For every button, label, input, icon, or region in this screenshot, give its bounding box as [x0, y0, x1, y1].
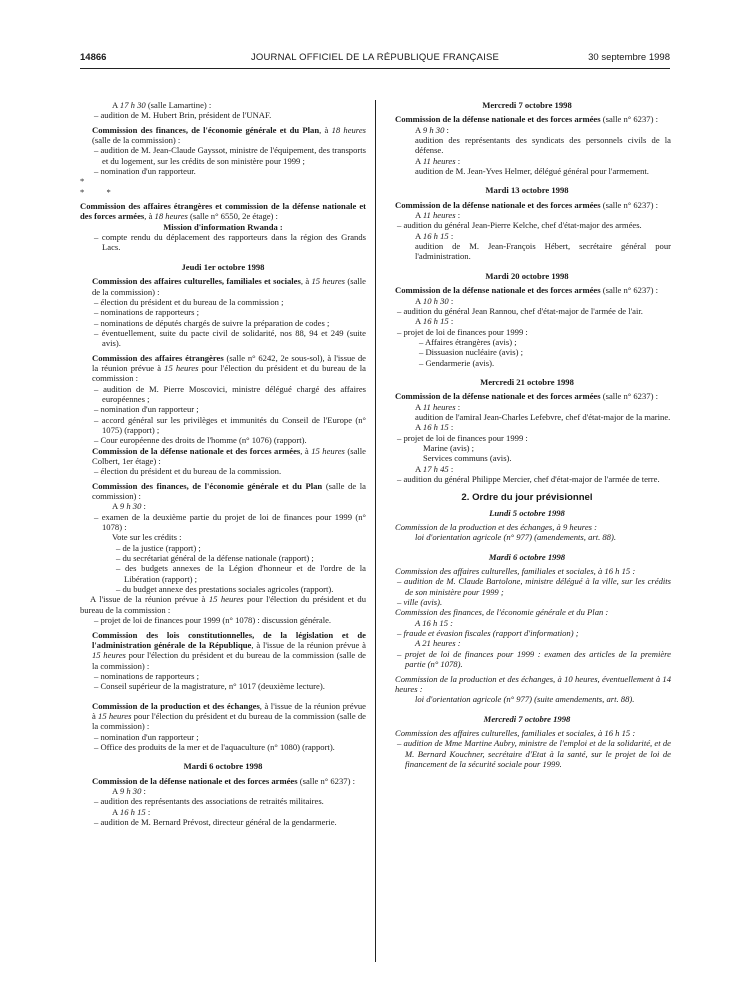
- left-column-paragraph: [80, 630, 366, 671]
- text: A: [112, 501, 120, 512]
- right-column-paragraph: [383, 185, 671, 195]
- italic-text: 15 heures: [208, 594, 244, 605]
- right-column-paragraph: [383, 443, 671, 453]
- italic-text: A 21 heures :: [415, 638, 461, 649]
- bold-text: Commission des affaires étrangères: [92, 352, 224, 363]
- page-number: 14866: [80, 52, 107, 63]
- left-column-paragraph: [80, 466, 366, 476]
- text: audition des représentants des syndicats des personnels civils de la défense.: [415, 135, 671, 156]
- text: – du secrétariat général de la défense nationale (rapport) ;: [116, 553, 314, 564]
- right-column-paragraph: [383, 738, 671, 769]
- text: audition de l'amiral Jean-Charles Lefebvre, chef d'état-major de la marine.: [415, 411, 671, 422]
- bold-text: Mardi 20 octobre 1998: [485, 270, 569, 281]
- right-column-paragraph: [383, 402, 671, 412]
- text: , à: [300, 276, 312, 287]
- left-column-paragraph: [80, 817, 366, 827]
- right-column-paragraph: [383, 306, 671, 316]
- right-column-paragraph: [383, 532, 671, 542]
- right-column-paragraph: [383, 576, 671, 597]
- text: :: [455, 401, 461, 412]
- text: – éventuellement, suite du pacte civil de solidarité, nos 88, 94 et 249 (suite avis).: [94, 327, 366, 349]
- italic-text: 15 heures: [98, 710, 132, 721]
- text: A: [112, 806, 120, 817]
- left-column-paragraph: [80, 328, 366, 349]
- bold-text: Commission de la défense nationale et des forces armées: [92, 775, 298, 786]
- text: (salle n° 6237) :: [600, 114, 658, 125]
- left-column-paragraph: [80, 100, 366, 110]
- right-column-paragraph: [383, 493, 671, 503]
- italic-text: 9 h 30: [119, 501, 142, 512]
- bold-text: Commission de la défense nationale et des forces armées: [92, 445, 301, 456]
- text: A: [415, 401, 423, 412]
- text: – nomination d'un rapporteur ;: [94, 404, 199, 415]
- text: – audition du général Jean Rannou, chef d'état-major de l'armée de l'air.: [397, 305, 643, 316]
- right-column-paragraph: [383, 358, 671, 368]
- text: – Conseil supérieur de la magistrature, n° 1017 (deuxième lecture).: [94, 681, 325, 692]
- right-column-paragraph: [383, 135, 671, 156]
- bold-text: Mardi 13 octobre 1998: [485, 185, 569, 196]
- right-column-paragraph: [383, 552, 671, 562]
- italic-text: 16 h 15: [119, 806, 146, 817]
- bold-text: Commission des finances, de l'économie générale et du Plan: [92, 124, 320, 135]
- text: – projet de loi de finances pour 1999 :: [397, 326, 528, 337]
- right-column-paragraph: [383, 210, 671, 220]
- left-column-paragraph: [80, 318, 366, 328]
- left-column-paragraph: [80, 353, 366, 384]
- right-column-paragraph: [383, 231, 671, 241]
- text: , à l'issue de la réunion prévue à: [92, 700, 366, 721]
- text: pour l'élection du président et du bureau de la commission (salle de la commission) :: [92, 650, 366, 671]
- right-column-paragraph: [383, 508, 671, 518]
- text: :: [141, 785, 146, 796]
- text: (salle n° 6550, 2e étage) :: [187, 211, 278, 222]
- text: :: [448, 295, 454, 306]
- italic-text: – projet de loi de finances pour 1999 : examen des articles de la première partie (n° 1078).: [397, 648, 671, 670]
- text: – audition de M. Jean-Claude Gayssot, ministre de l'équipement, des transports et du logement, sur les crédits de son ministère pour 1999 ;: [94, 145, 366, 166]
- left-column-paragraph: [80, 532, 366, 542]
- left-column-paragraph: [80, 481, 366, 502]
- left-column-paragraph: [80, 776, 366, 786]
- right-column-paragraph: [383, 453, 671, 463]
- text: :: [141, 501, 146, 512]
- left-column-paragraph: [80, 222, 366, 232]
- text: – Cour européenne des droits de l'homme (n° 1076) (rapport).: [94, 435, 307, 446]
- text: (salle n° 6237) :: [600, 199, 658, 210]
- text: Marine (avis) ;: [423, 442, 475, 453]
- bold-text: Mission d'information Rwanda :: [163, 221, 283, 232]
- text: (salle n° 6237) :: [600, 391, 658, 402]
- bold-text: Commission de la production et des échanges: [92, 700, 260, 711]
- text: A: [415, 210, 423, 221]
- left-column-paragraph: [80, 732, 366, 742]
- text: :: [145, 806, 151, 817]
- italic-text: A 16 h 15 :: [415, 617, 454, 628]
- text: – nominations de rapporteurs ;: [94, 307, 200, 318]
- text: – Office des produits de la mer et de l'aquaculture (n° 1080) (rapport).: [94, 741, 335, 752]
- italic-text: 15 heures: [311, 445, 345, 456]
- text: (salle n° 6237) :: [297, 775, 355, 786]
- right-column-paragraph: [383, 412, 671, 422]
- italic-text: 11 heures: [422, 155, 456, 166]
- italic-text: 18 heures: [154, 211, 188, 222]
- column-divider: [375, 100, 376, 962]
- right-column-paragraph: [383, 566, 671, 576]
- right-column-paragraph: [383, 100, 671, 110]
- right-column-paragraph: [383, 316, 671, 326]
- left-column-paragraph: [80, 543, 366, 553]
- right-column-paragraph: [383, 433, 671, 443]
- right-column-paragraph: [383, 522, 671, 532]
- right-column-paragraph: [383, 220, 671, 230]
- text: *: [80, 176, 95, 187]
- text: :: [448, 422, 454, 433]
- right-column-paragraph: [383, 327, 671, 337]
- left-column-paragraph: [80, 276, 366, 297]
- left-column-paragraph: [80, 742, 366, 752]
- italic-text: 18 heures: [331, 124, 366, 135]
- text: (salle Colbert, 1er étage) :: [92, 445, 366, 466]
- left-column-paragraph: [80, 125, 366, 146]
- text: (salle de la commission) :: [92, 135, 181, 146]
- left-column-paragraph: [80, 176, 366, 186]
- italic-text: Commission de la production et des échanges, à 9 heures :: [395, 522, 598, 533]
- left-column-paragraph: [80, 594, 366, 615]
- bold-text: Commission de la défense nationale et des forces armées: [395, 114, 601, 125]
- italic-text: Commission de la production et des échanges, à 10 heures, éventuellement à 14 heures :: [395, 673, 671, 694]
- text: – nomination d'un rapporteur ;: [94, 731, 199, 742]
- text: – nominations de rapporteurs ;: [94, 670, 200, 681]
- italic-text: loi d'orientation agricole (n° 977) (amendements, art. 88).: [415, 532, 616, 543]
- text: – de la justice (rapport) ;: [116, 542, 201, 553]
- italic-text: 10 h 30: [422, 295, 449, 306]
- text: A: [112, 100, 120, 110]
- right-column-paragraph: [383, 694, 671, 704]
- text: – accord général sur les privilèges et immunités du Conseil de l'Europe (n° 1075) (rapport) ;: [94, 414, 366, 435]
- text: , à: [144, 211, 155, 222]
- italic-text: 15 heures: [311, 276, 346, 287]
- text: – audition du général Philippe Mercier, chef d'état-major de l'armée de terre.: [397, 474, 660, 484]
- text: audition de M. Jean-Yves Helmer, délégué général pour l'armement.: [415, 166, 649, 177]
- text: A: [415, 230, 423, 241]
- text: A l'issue de la réunion prévue à: [90, 594, 209, 605]
- text: A: [415, 155, 423, 166]
- italic-text: 9 h 30: [119, 785, 142, 796]
- right-column-paragraph: [383, 728, 671, 738]
- italic-text: 17 h 30: [119, 100, 146, 110]
- left-column-paragraph: [80, 584, 366, 594]
- text: Vote sur les crédits :: [112, 532, 182, 543]
- right-column: [383, 100, 671, 769]
- bold-text: Mercredi 7 octobre 1998: [482, 100, 572, 110]
- text: – audition du général Jean-Pierre Kelche, chef d'état-major des armées.: [397, 220, 642, 231]
- italic-text: 16 h 15: [422, 422, 449, 433]
- bold-text: Jeudi 1er octobre 1998: [181, 261, 265, 272]
- right-column-paragraph: [383, 391, 671, 401]
- text: – audition de M. Pierre Moscovici, ministre délégué chargé des affaires européennes ;: [94, 383, 366, 404]
- text: – audition de M. Bernard Prévost, directeur général de la gendarmerie.: [94, 817, 337, 827]
- text: Services communs (avis).: [423, 453, 512, 464]
- left-column-paragraph: [80, 796, 366, 806]
- right-column-paragraph: [383, 200, 671, 210]
- left-column-paragraph: [80, 553, 366, 563]
- text: audition de M. Jean-François Hébert, secrétaire général pour l'administration.: [415, 241, 671, 262]
- left-column-paragraph: [80, 297, 366, 307]
- text: – élection du président et du bureau de la commission.: [94, 466, 282, 477]
- right-column-paragraph: [383, 241, 671, 262]
- italic-text: loi d'orientation agricole (n° 977) (suite amendements, art. 88).: [415, 694, 635, 705]
- journal-title: JOURNAL OFFICIEL DE LA RÉPUBLIQUE FRANÇAISE: [250, 52, 500, 63]
- italic-text: 15 heures: [92, 650, 126, 661]
- left-column-paragraph: [80, 786, 366, 796]
- right-column-paragraph: [383, 166, 671, 176]
- left-column-paragraph: [80, 145, 366, 166]
- text: – élection du président et du bureau de la commission ;: [94, 296, 284, 307]
- italic-text: 16 h 15: [422, 316, 449, 327]
- left-column-paragraph: [80, 262, 366, 272]
- text: :: [448, 316, 454, 327]
- bold-text: Mardi 6 octobre 1998: [183, 761, 263, 772]
- left-column-paragraph: [80, 384, 366, 405]
- text: , à l'issue de la réunion prévue à: [251, 639, 367, 650]
- text: * *: [80, 186, 121, 197]
- right-column-paragraph: [383, 377, 671, 387]
- right-column-paragraph: [383, 347, 671, 357]
- text: A: [415, 463, 423, 474]
- text: – audition de M. Hubert Brin, président de l'UNAF.: [94, 110, 272, 121]
- text: – Affaires étrangères (avis) ;: [419, 336, 517, 347]
- text: – Gendarmerie (avis).: [419, 357, 495, 368]
- text: – nominations de députés chargés de suivre la préparation de codes ;: [94, 317, 330, 328]
- italic-text: – ville (avis).: [397, 597, 443, 608]
- bold-text: Commission de la défense nationale et des forces armées: [395, 391, 601, 402]
- italic-text: Commission des affaires culturelles, familiales et sociales, à 16 h 15 :: [395, 727, 636, 738]
- text: (salle n° 6242, 2e sous-sol), à l'issue de la réunion prévue à: [92, 352, 367, 373]
- text: :: [448, 230, 454, 241]
- left-column-paragraph: [80, 307, 366, 317]
- left-column-paragraph: [80, 404, 366, 414]
- text: (salle Lamartine) :: [145, 100, 212, 110]
- italic-text: Commission des finances, de l'économie générale et du Plan :: [395, 607, 609, 618]
- text: A: [112, 785, 120, 796]
- left-column-paragraph: [80, 671, 366, 681]
- left-column-paragraph: [80, 187, 366, 197]
- italic-text: Mardi 6 octobre 1998: [488, 551, 566, 562]
- text: – projet de loi de finances pour 1999 (n° 1078) : discussion générale.: [94, 615, 332, 626]
- left-column-paragraph: [80, 232, 366, 253]
- text: 2. Ordre du jour prévisionnel: [461, 492, 593, 504]
- text: A: [415, 124, 423, 135]
- left-column-paragraph: [80, 563, 366, 584]
- right-column-paragraph: [383, 114, 671, 124]
- left-column-paragraph: [80, 701, 366, 732]
- italic-text: 11 heures: [422, 210, 456, 221]
- page-header: [80, 52, 670, 68]
- bold-text: Commission des finances, de l'économie générale et du Plan: [92, 480, 323, 491]
- bold-text: Commission des lois constitutionnelles, de la législation et de l'administration générale de la République: [92, 629, 366, 650]
- text: pour l'élection du président et du bureau de la commission :: [92, 362, 367, 384]
- bold-text: Commission de la défense nationale et des forces armées: [395, 285, 601, 296]
- text: – projet de loi de finances pour 1999 :: [397, 432, 528, 443]
- right-column-paragraph: [383, 714, 671, 724]
- right-column-paragraph: [383, 271, 671, 281]
- italic-text: 16 h 15: [422, 230, 449, 241]
- left-column-paragraph: [80, 501, 366, 511]
- right-column-paragraph: [383, 337, 671, 347]
- left-column-paragraph: [80, 201, 366, 222]
- text: A: [415, 295, 423, 306]
- italic-text: Mercredi 7 octobre 1998: [483, 713, 571, 724]
- text: :: [444, 124, 449, 135]
- right-column-paragraph: [383, 618, 671, 628]
- text: :: [455, 155, 461, 166]
- left-column-paragraph: [80, 435, 366, 445]
- text: – Dissuasion nucléaire (avis) ;: [419, 347, 524, 358]
- left-column: [80, 100, 366, 827]
- left-column-paragraph: [80, 110, 366, 120]
- italic-text: 11 heures: [422, 401, 456, 412]
- text: (salle de la commission) :: [92, 480, 366, 502]
- text: :: [448, 463, 454, 474]
- text: – examen de la deuxième partie du projet de loi de finances pour 1999 (n° 1078) :: [94, 511, 366, 533]
- left-column-paragraph: [80, 166, 366, 176]
- right-column-paragraph: [383, 125, 671, 135]
- bold-text: Commission des affaires culturelles, familiales et sociales: [92, 276, 301, 287]
- text: (salle n° 6237) :: [600, 285, 658, 296]
- italic-text: Commission des affaires culturelles, familiales et sociales, à 16 h 15 :: [395, 566, 636, 577]
- text: – audition des représentants des associations de retraités militaires.: [94, 796, 324, 807]
- text: – nomination d'un rapporteur.: [94, 166, 196, 177]
- bold-text: Commission des affaires étrangères et commission de la défense nationale et des forces armées: [80, 201, 366, 222]
- right-column-paragraph: [383, 628, 671, 638]
- left-column-paragraph: [80, 446, 366, 467]
- right-column-paragraph: [383, 638, 671, 648]
- left-column-paragraph: [80, 512, 366, 533]
- left-column-paragraph: [80, 681, 366, 691]
- text: (salle de la commission) :: [92, 276, 366, 297]
- text: – des budgets annexes de la Légion d'honneur et de l'ordre de la Libération (rapport) ;: [116, 563, 366, 584]
- text: A: [415, 316, 423, 327]
- text: , à: [319, 124, 332, 135]
- right-column-paragraph: [383, 649, 671, 670]
- right-column-paragraph: [383, 607, 671, 617]
- right-column-paragraph: [383, 156, 671, 166]
- right-column-paragraph: [383, 597, 671, 607]
- left-column-paragraph: [80, 615, 366, 625]
- text: A: [415, 422, 423, 433]
- bold-text: Commission de la défense nationale et des forces armées: [395, 199, 601, 210]
- italic-text: – fraude et évasion fiscales (rapport d'information) ;: [397, 628, 579, 639]
- italic-text: – audition de Mme Martine Aubry, ministre de l'emploi et de la solidarité, et de M. Bernard Kouchner, secrétaire d'Etat à la santé, sur le projet de loi de financement de la sécurité sociale pour 1999.: [397, 738, 671, 769]
- italic-text: 17 h 45: [422, 463, 449, 474]
- left-column-paragraph: [80, 761, 366, 771]
- right-column-paragraph: [383, 285, 671, 295]
- header-rule: [80, 68, 670, 69]
- italic-text: 9 h 30: [422, 124, 445, 135]
- right-column-paragraph: [383, 474, 671, 484]
- text: , à: [300, 445, 312, 456]
- left-column-paragraph: [80, 807, 366, 817]
- left-column-paragraph: [80, 415, 366, 436]
- italic-text: Lundi 5 octobre 1998: [489, 507, 565, 518]
- text: :: [455, 210, 461, 221]
- bold-text: Mercredi 21 octobre 1998: [480, 376, 574, 387]
- text: – compte rendu du déplacement des rapporteurs dans la région des Grands Lacs.: [94, 232, 366, 253]
- italic-text: – audition de M. Claude Bartolone, ministre délégué à la ville, sur les crédits de son ministère pour 1999 ;: [397, 576, 671, 597]
- right-column-paragraph: [383, 296, 671, 306]
- text: pour l'élection du président et du bureau de la commission :: [80, 594, 367, 615]
- text: pour l'élection du président et du bureau de la commission (salle de la commission) :: [92, 710, 366, 732]
- right-column-paragraph: [383, 422, 671, 432]
- right-column-paragraph: [383, 464, 671, 474]
- text: – du budget annexe des prestations sociales agricoles (rapport).: [116, 584, 334, 595]
- italic-text: 15 heures: [164, 362, 199, 373]
- right-column-paragraph: [383, 674, 671, 695]
- issue-date: 30 septembre 1998: [588, 52, 670, 63]
